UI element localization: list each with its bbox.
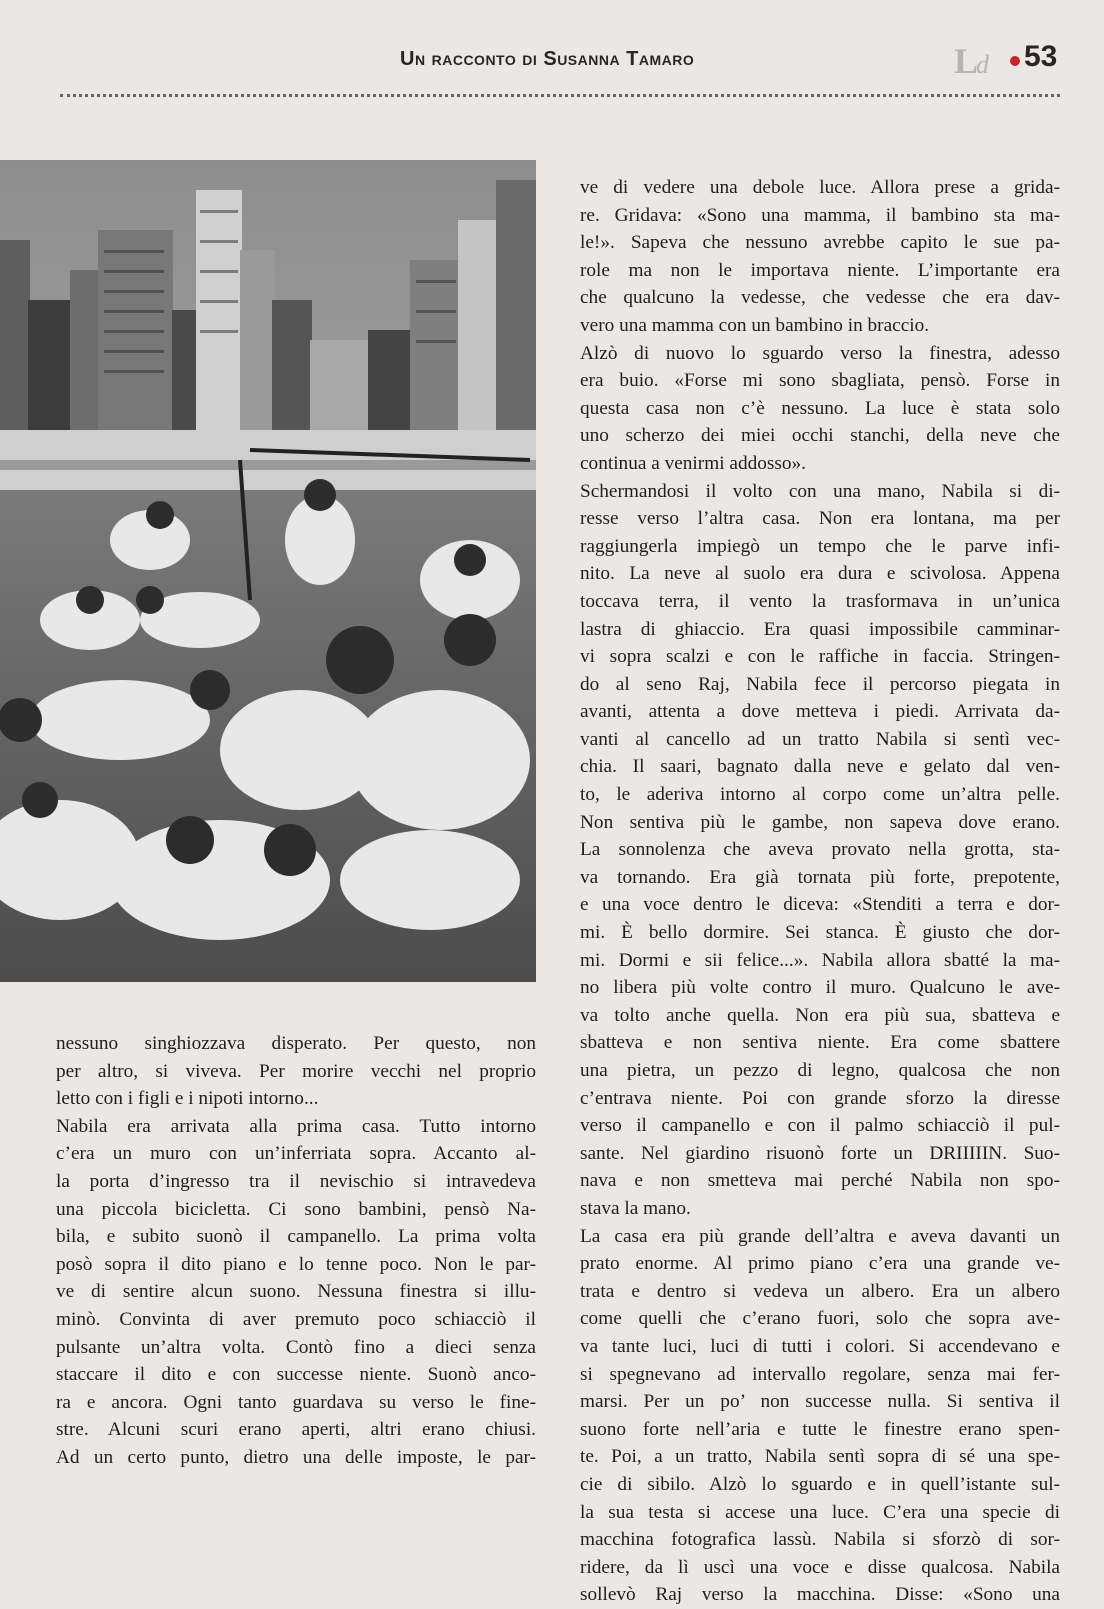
text-line: nito. La neve al suolo era dura e scivolosa. Appena bbox=[580, 563, 1060, 585]
text-line: role ma non le importava niente. L’importante era bbox=[580, 259, 1060, 281]
text-line: pulsante un’altra volta. Contò fino a dieci senza bbox=[56, 1336, 536, 1358]
text-line: mi. È bello dormire. Sei stanca. È giusto che dor- bbox=[580, 922, 1060, 944]
text-line: come quelli che c’erano fuori, solo che sopra ave- bbox=[580, 1308, 1060, 1330]
text-line: vero una mamma con un bambino in braccio. bbox=[580, 314, 930, 336]
text-line: resse verso l’altra casa. Non era lontana, ma per bbox=[580, 508, 1060, 530]
text-line: staccare il dito e con successe niente. Suonò anco- bbox=[56, 1364, 536, 1386]
text-line: c’entrava niente. Poi con grande sforzo la diresse bbox=[580, 1087, 1060, 1109]
text-line: vi sopra scalzi e con le raffiche in faccia. Stringen- bbox=[580, 646, 1060, 668]
text-line: stre. Alcuni scuri erano aperti, altri erano chiusi. bbox=[56, 1419, 536, 1441]
text-line: la sua testa si accese una luce. C’era una specie di bbox=[580, 1501, 1060, 1523]
text-line: ve di sentire alcun suono. Nessuna finestra si illu- bbox=[56, 1281, 536, 1303]
text-line: prato enorme. Al primo piano c’era una grande ve- bbox=[580, 1253, 1060, 1275]
text-line: ridere, da lì uscì una voce e disse qualcosa. Nabila bbox=[580, 1556, 1060, 1578]
text-line: va tornando. Era già tornata più forte, prepotente, bbox=[580, 866, 1060, 888]
text-line: macchina fotografica lassù. Nabila si sforzò di sor- bbox=[580, 1529, 1060, 1551]
text-line: raggiungerla impiegò un tempo che le parve infi- bbox=[580, 535, 1060, 557]
text-line: sollevò Raj verso la macchina. Disse: «Sono una bbox=[580, 1584, 1060, 1606]
text-line: to, le aderiva intorno al corpo come un’altra pelle. bbox=[580, 784, 1060, 806]
text-line: si spegnevano ad intervallo regolare, senza mai fer- bbox=[580, 1363, 1060, 1385]
accent-dot-icon bbox=[1010, 56, 1020, 66]
text-line: Non sentiva più le gambe, non sapeva dove erano. bbox=[580, 811, 1060, 833]
text-line: posò sopra il dito piano e lo tenne poco. Non le par- bbox=[56, 1253, 536, 1275]
text-line: va tante luci, luci di tutti i colori. Si accendevano e bbox=[580, 1335, 1060, 1357]
text-line: La casa era più grande dell’altra e aveva davanti un bbox=[580, 1225, 1060, 1247]
text-line: toccava terra, il vento la trasformava in un’unica bbox=[580, 590, 1060, 612]
text-line: verso il campanello e con il palmo schiacciò il pul- bbox=[580, 1115, 1060, 1137]
text-line: una piccola bicicletta. Ci sono bambini, pensò Na- bbox=[56, 1198, 536, 1220]
text-line: Nabila era arrivata alla prima casa. Tutto intorno bbox=[56, 1115, 536, 1137]
running-title: Un racconto di Susanna Tamaro bbox=[400, 48, 695, 70]
text-line: Schermandosi il volto con una mano, Nabila si di- bbox=[580, 480, 1060, 502]
text-line: te. Poi, a un tratto, Nabila sentì sopra di sé una spe- bbox=[580, 1446, 1060, 1468]
text-line: ra e ancora. Ogni tanto guardava su verso le fine- bbox=[56, 1391, 536, 1413]
article-text-right-column bbox=[580, 174, 1060, 1609]
text-line: per altro, si viveva. Per morire vecchi nel proprio bbox=[56, 1060, 536, 1082]
text-line: continua a venirmi addosso». bbox=[580, 452, 806, 474]
text-line: do al seno Raj, Nabila fece il percorso piegata in bbox=[580, 673, 1060, 695]
page-header bbox=[0, 0, 1104, 100]
text-line: minò. Convinta di aver premuto poco schiacciò il bbox=[56, 1308, 536, 1330]
text-line: era buio. «Forse mi sono sbagliata, pensò. Forse in bbox=[580, 370, 1060, 392]
article-text-left-column bbox=[56, 1030, 536, 1472]
text-line: Alzò di nuovo lo sguardo verso la finestra, adesso bbox=[580, 342, 1060, 364]
text-line: che qualcuno la vedesse, che vedesse che era dav- bbox=[580, 287, 1060, 309]
text-line: questa casa non c’è nessuno. La luce è stata solo bbox=[580, 397, 1060, 419]
text-line: sbatteva e non sentiva niente. Era come sbattere bbox=[580, 1032, 1060, 1054]
text-line: mi. Dormi e sii felice...». Nabila allora sbatté la ma- bbox=[580, 949, 1060, 971]
text-line: re. Gridava: «Sono una mamma, il bambino sta ma- bbox=[580, 204, 1060, 226]
text-line: la porta d’ingresso tra il nevischio si intravedeva bbox=[56, 1170, 536, 1192]
text-line: una pietra, un pezzo di legno, qualcosa che non bbox=[580, 1060, 1060, 1081]
text-line: ve di vedere una debole luce. Allora prese a grida- bbox=[580, 177, 1060, 198]
text-line: va tolto anche quella. Non era più sua, sbatteva e bbox=[580, 1004, 1060, 1026]
text-line: cie di sibilo. Alzò lo sguardo e in quell’istante sul- bbox=[580, 1473, 1060, 1495]
dotted-divider bbox=[60, 94, 1060, 97]
text-line: avanti, attenta a dove metteva i piedi. Arrivata da- bbox=[580, 701, 1060, 723]
text-line: suono forte nell’aria e tutte le finestre erano spen- bbox=[580, 1418, 1060, 1440]
text-line: chia. Il saari, bagnato dalla neve e gelato dal ven- bbox=[580, 756, 1060, 778]
text-line: le!». Sapeva che nessuno avrebbe capito le sue pa- bbox=[580, 232, 1060, 254]
text-line: lastra di ghiaccio. Era quasi impossibile camminar- bbox=[580, 618, 1060, 640]
text-line: nava e non smetteva mai perché Nabila non spo- bbox=[580, 1170, 1060, 1192]
text-line: Ad un certo punto, dietro una delle imposte, le par- bbox=[56, 1446, 536, 1468]
magazine-logo: Ld bbox=[954, 41, 988, 81]
text-line: marsi. Per un po’ non successe nulla. Si sentiva il bbox=[580, 1391, 1060, 1413]
text-line: e una voce dentro le diceva: «Stenditi a terra e dor- bbox=[580, 894, 1060, 916]
text-line: La sonnolenza che aveva provato nella grotta, sta- bbox=[580, 839, 1060, 861]
text-line: uno scherzo dei miei occhi stanchi, della neve che bbox=[580, 425, 1060, 447]
text-line: stava la mano. bbox=[580, 1197, 691, 1219]
article-photo bbox=[0, 160, 536, 982]
text-line: letto con i figli e i nipoti intorno... bbox=[56, 1088, 319, 1110]
text-line: bila, e subito suonò il campanello. La prima volta bbox=[56, 1226, 536, 1248]
text-line: vanti al cancello ad un tratto Nabila si sentì vec- bbox=[580, 728, 1060, 750]
photo-orphanage-children-icon bbox=[0, 160, 536, 982]
page-number: 53 bbox=[1024, 40, 1058, 73]
text-line: sante. Nel giardino risuonò forte un DRIIIIIN. Suo- bbox=[580, 1142, 1060, 1164]
text-line: trata e dentro si vedeva un albero. Era un albero bbox=[580, 1280, 1060, 1302]
text-line: no libera più volte contro il muro. Qualcuno le ave- bbox=[580, 977, 1060, 999]
text-line: nessuno singhiozzava disperato. Per questo, non bbox=[56, 1033, 536, 1054]
text-line: c’era un muro con un’inferriata sopra. Accanto al- bbox=[56, 1143, 536, 1165]
